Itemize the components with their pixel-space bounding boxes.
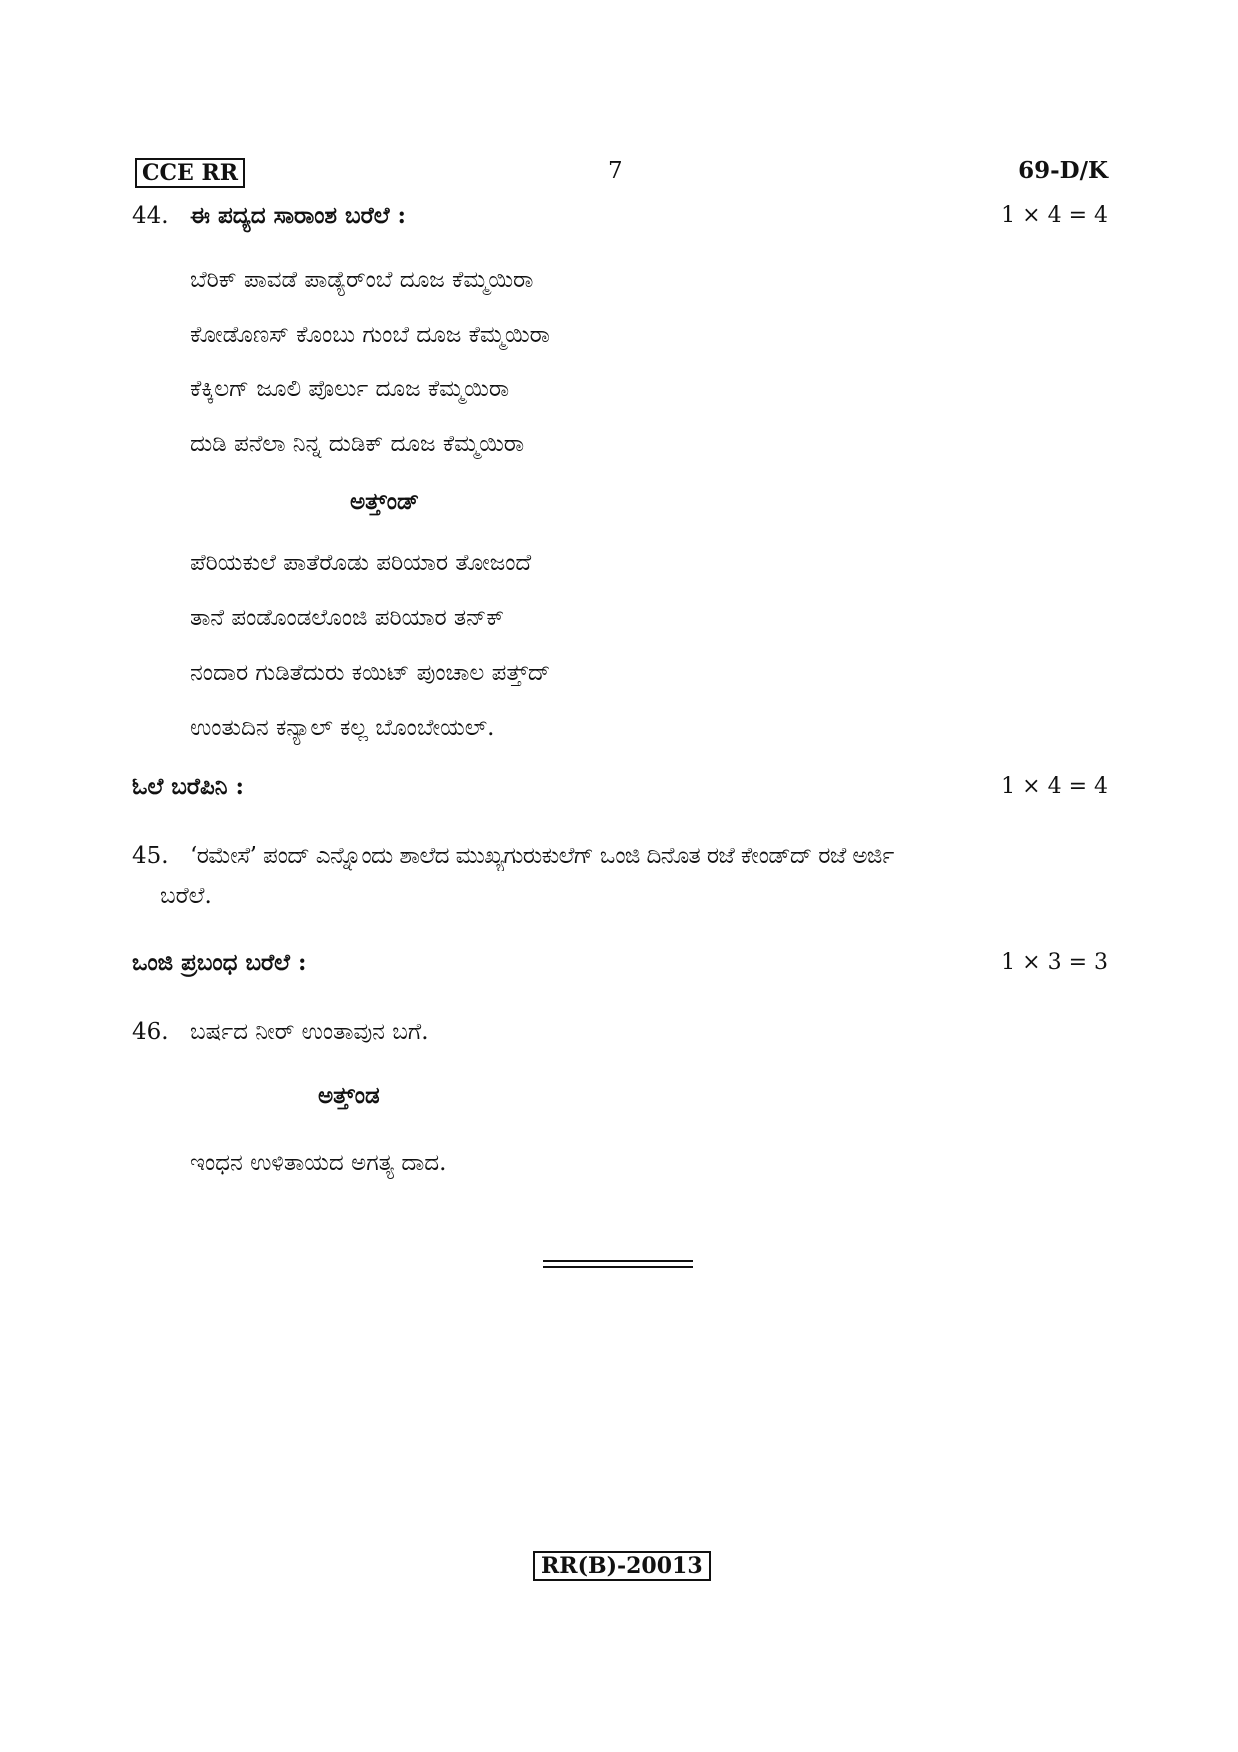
header-left-code: CCE RR bbox=[135, 158, 245, 188]
q46-or-label: ಅತ್ತ್‌ಂಡ bbox=[318, 1082, 380, 1109]
q44-poem-b-line-1: ಪೆರಿಯಕುಲೆ ಪಾತೆರೊಡು ಪರಿಯಾರ ತೋಜಂದೆ bbox=[190, 550, 532, 576]
section-letter-marks: 1 × 4 = 4 bbox=[1001, 774, 1108, 799]
q44-poem-b-line-3: ನಂದಾರ ಗುಡಿತೆದುರು ಕಯಿಟ್ ಪುಂಚಾಲ ಪತ್ತ್‌ದ್ bbox=[190, 660, 551, 686]
q45-line-2: ಬರೆಲೆ. bbox=[160, 883, 212, 909]
q44-title: ಈ ಪದ್ಯದ ಸಾರಾಂಶ ಬರೆಲೆ : bbox=[190, 202, 407, 229]
q46-topic-b: ಇಂಧನ ಉಳಿತಾಯದ ಅಗತ್ಯ ದಾದ. bbox=[190, 1150, 447, 1176]
section-letter-title: ಓಲೆ ಬರೆಪಿನಿ : bbox=[132, 773, 244, 800]
end-rule-bottom bbox=[543, 1266, 693, 1268]
q44-poem-b-line-4: ಉಂತುದಿನ ಕನ್ಯಾಲ್ ಕಲ್ಲ ಬೊಂಬೇಯಲ್. bbox=[190, 715, 495, 741]
header-right-code: 69-D/K bbox=[1018, 157, 1108, 184]
q44-poem-a-line-1: ಬೆರಿಕ್ ಪಾವಡೆ ಪಾಡ್ಯೆರ್‌ಂಬೆ ದೂಜ ಕೆಮ್ಮಯಿರಾ bbox=[190, 267, 534, 293]
q46-topic-a: ಬರ್ಷದ ನೀರ್ ಉಂತಾವುನ ಬಗೆ. bbox=[190, 1019, 429, 1045]
q44-poem-a-line-3: ಕೆಕ್ಕಿಲಗ್ ಜೂಲಿ ಪೊರ್ಲು ದೂಜ ಕೆಮ್ಮಯಿರಾ bbox=[190, 376, 510, 402]
q46-number: 46. bbox=[132, 1019, 169, 1045]
q45-number: 45. bbox=[132, 843, 169, 869]
q45-line-1: ‘ರಮೇಸೆ’ ಪಂದ್ ಎನ್ನೊಂದು ಶಾಲೆದ ಮುಖ್ಯಗುರುಕುಲೆಗ್ ಒಂಜಿ ದಿನೊತ ರಜೆ ಕೇಂಡ್‌ದ್ ರಜೆ ಅರ್ಜಿ bbox=[190, 843, 894, 869]
q44-or-label: ಅತ್ತ್‌ಂಡ್ bbox=[350, 488, 420, 515]
footer-code: RR(B)-20013 bbox=[533, 1551, 711, 1581]
section-essay-title: ಒಂಜಿ ಪ್ರಬಂಧ ಬರೆಲೆ : bbox=[132, 949, 307, 976]
q44-poem-a-line-4: ದುಡಿ ಪನೆಲಾ ನಿನ್ನ ದುಡಿಕ್ ದೂಜ ಕೆಮ್ಮಯಿರಾ bbox=[190, 431, 525, 457]
section-essay-marks: 1 × 3 = 3 bbox=[1001, 950, 1108, 975]
q44-poem-a-line-2: ಕೋಡೊಣಸ್ ಕೊಂಬು ಗುಂಬೆ ದೂಜ ಕೆಮ್ಮಯಿರಾ bbox=[190, 322, 550, 348]
q44-poem-b-line-2: ತಾನೆ ಪಂಡೊಂಡಲೊಂಜಿ ಪರಿಯಾರ ತನ್‌ಕ್ bbox=[190, 605, 505, 631]
end-rule-top bbox=[543, 1260, 693, 1262]
q44-number: 44. bbox=[132, 203, 169, 229]
q44-marks: 1 × 4 = 4 bbox=[1001, 203, 1108, 228]
page-number: 7 bbox=[608, 158, 623, 184]
